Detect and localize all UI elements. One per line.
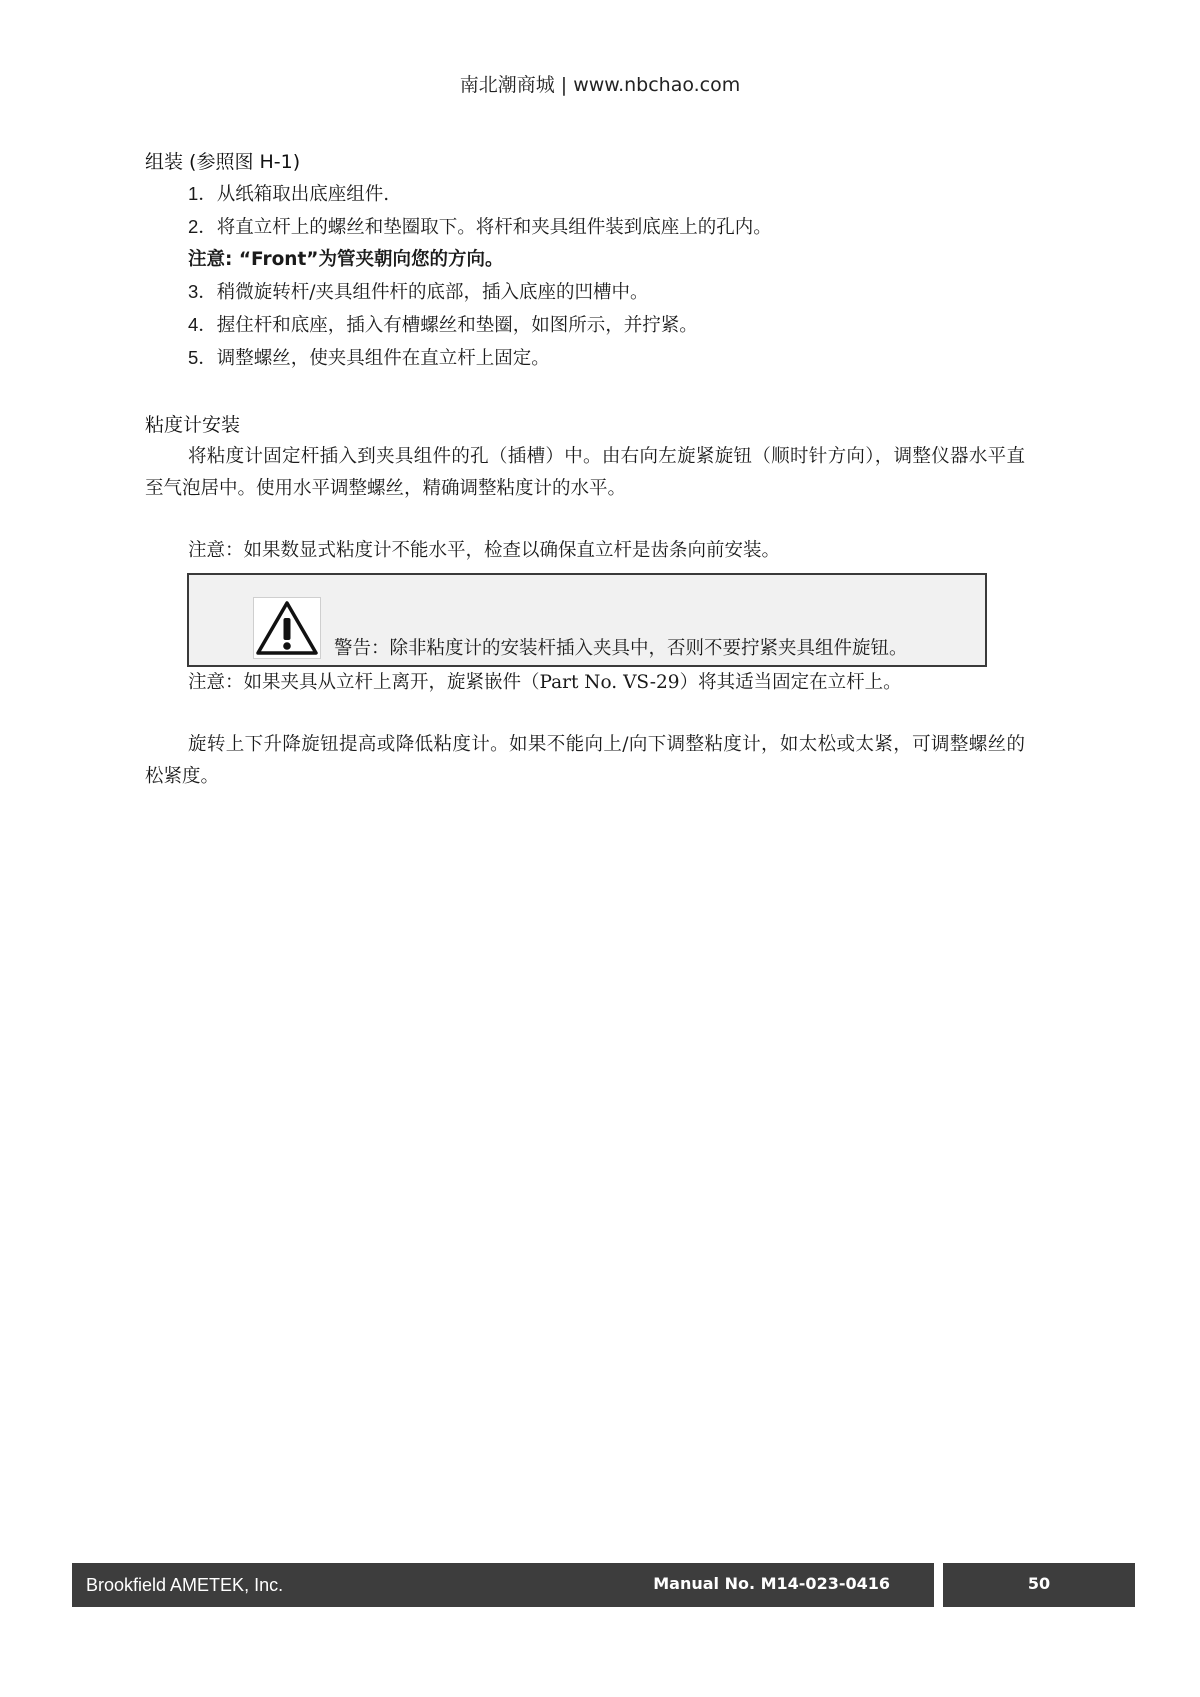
- install-heading: 粘度计安装: [145, 414, 241, 436]
- assembly-step: [145, 211, 1025, 244]
- warning-box: [187, 573, 987, 667]
- warning-triangle-icon: [253, 597, 321, 659]
- footer-bar: [72, 1563, 934, 1607]
- step-text: 将直立杆上的螺丝和垫圈取下。将杆和夹具组件装到底座上的孔内。: [216, 217, 772, 238]
- step-text: 握住杆和底座，插入有槽螺丝和垫圈，如图所示，并拧紧。: [216, 315, 698, 336]
- step-text: 调整螺丝，使夹具组件在直立杆上固定。: [216, 348, 550, 369]
- footer-company: Brookfield AMETEK, Inc.: [86, 1575, 284, 1595]
- assembly-step: [145, 276, 1025, 309]
- install-paragraph: 将粘度计固定杆插入到夹具组件的孔（插槽）中。由右向左旋紧旋钮（顺时针方向），调整仪器水平直至气泡居中。使用水平调整螺丝，精确调整粘度计的水平。: [145, 446, 1025, 499]
- step-number: 3．: [188, 281, 217, 302]
- front-note: 注意: “Front”为管夹朝向您的方向。: [188, 249, 504, 270]
- page-number: 50: [1027, 1574, 1051, 1593]
- step-text: 稍微旋转杆/夹具组件杆的底部，插入底座的凹槽中。: [216, 282, 649, 303]
- step-number: 1．: [188, 183, 217, 204]
- footer-manual-number: Manual No. M14-023-0416: [653, 1574, 890, 1593]
- footer-page-box: [943, 1563, 1135, 1607]
- assembly-step: [145, 309, 1025, 342]
- step-number: 2．: [188, 216, 217, 237]
- level-note: 注意：如果数显式粘度计不能水平，检查以确保直立杆是齿条向前安装。: [188, 540, 781, 561]
- step-number: 4．: [188, 314, 217, 335]
- assembly-step: [145, 178, 1025, 211]
- assembly-step: [145, 342, 1025, 375]
- page-content: [145, 146, 1025, 793]
- step-text: 从纸箱取出底座组件.: [216, 184, 390, 205]
- height-paragraph: 旋转上下升降旋钮提高或降低粘度计。如果不能向上/向下调整粘度计，如太松或太紧，可调整螺丝的松紧度。: [145, 734, 1025, 787]
- step-number: 5．: [188, 347, 217, 368]
- clamp-note: 注意：如果夹具从立杆上离开，旋紧嵌件（Part No. VS-29）将其适当固定在立杆上。: [188, 672, 902, 693]
- warning-text: 警告：除非粘度计的安装杆插入夹具中，否则不要拧紧夹具组件旋钮。: [334, 638, 908, 659]
- assembly-heading: 组装 (参照图 H-1): [145, 151, 301, 173]
- page-header: 南北潮商城 | www.nbchao.com: [459, 74, 741, 96]
